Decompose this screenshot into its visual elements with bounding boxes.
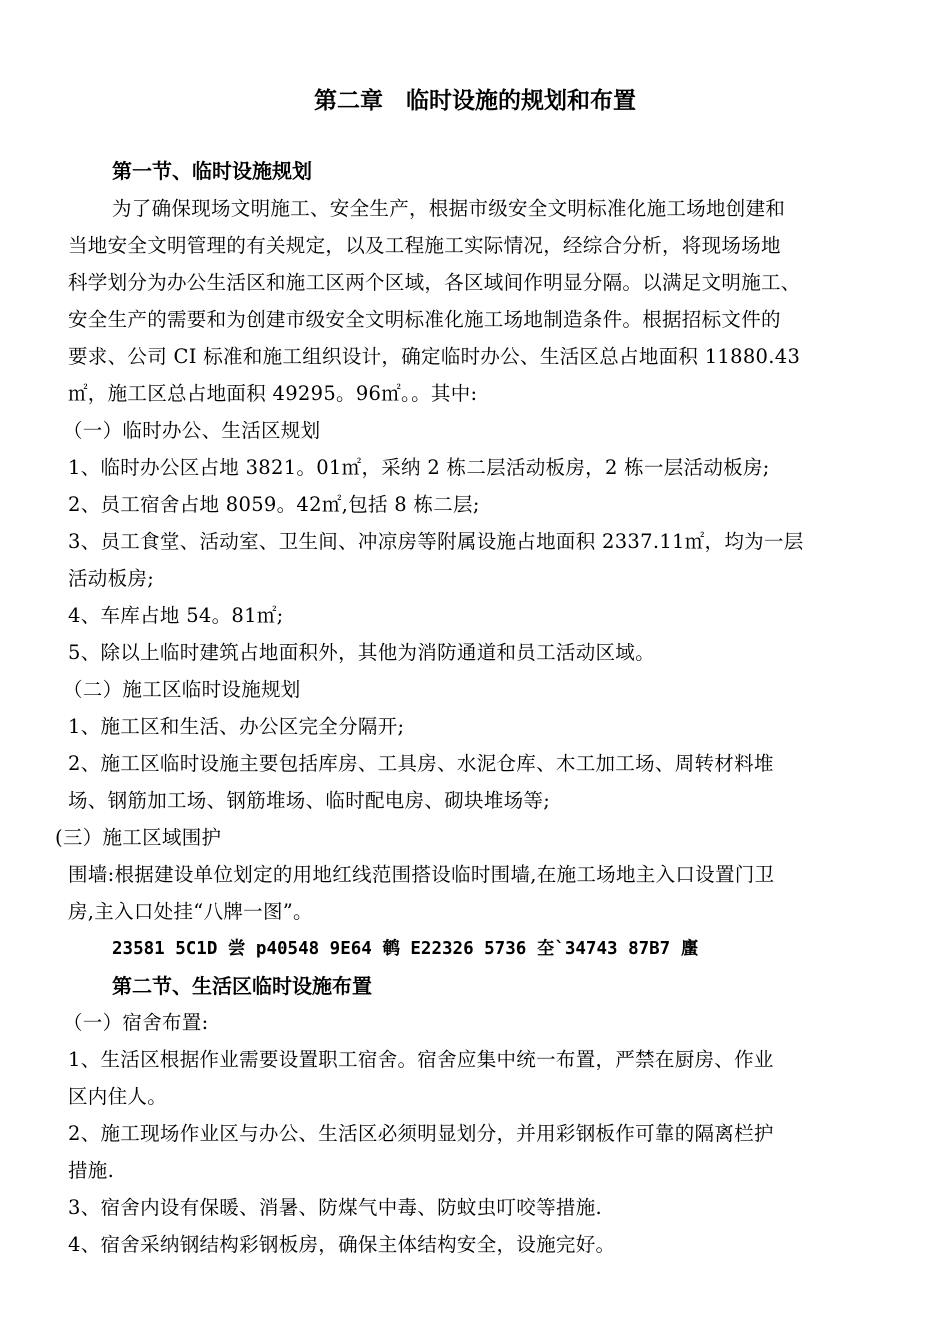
section2-heading: 第二节、生活区临时设施布置 — [112, 974, 372, 998]
intro-line-6: ㎡，施工区总占地面积 49295。96㎡。。其中: — [68, 382, 478, 405]
part2-item-2-cont: 场、钢筋加工场、钢筋堆场、临时配电房、砌块堆场等; — [68, 789, 551, 812]
part1-item-3-cont: 活动板房; — [68, 567, 155, 590]
part1-item-4: 4、车库占地 54。81㎡; — [68, 604, 284, 627]
intro-line-5: 要求、公司 CI 标准和施工组织设计，确定临时办公、生活区总占地面积 11880.43 — [68, 345, 801, 368]
garbled-code-line: 23581 5C1D 尝 p40548 9E64 鹌 E22326 5736 圶`34743 87B7 螷 — [112, 939, 699, 959]
part3-heading: (三）施工区域围护 — [55, 826, 222, 849]
chapter-title: 第二章 临时设施的规划和布置 — [314, 88, 636, 114]
dorm-item-4: 4、宿舍采纳钢结构彩钢板房，确保主体结构安全，设施完好。 — [68, 1233, 616, 1256]
part3-item-1-cont: 房,主入口处挂“八牌一图”。 — [68, 900, 313, 923]
part1-heading: （一）临时办公、生活区规划 — [63, 419, 321, 442]
part2-item-2: 2、施工区临时设施主要包括库房、工具房、水泥仓库、木工加工场、周转材料堆 — [68, 752, 774, 775]
dorm-item-1-cont: 区内住人。 — [68, 1085, 168, 1108]
dorm-item-1: 1、生活区根据作业需要设置职工宿舍。宿舍应集中统一布置，严禁在厨房、作业 — [68, 1048, 774, 1071]
dorm-item-2: 2、施工现场作业区与办公、生活区必须明显划分，并用彩钢板作可靠的隔离栏护 — [68, 1122, 774, 1145]
section1-heading: 第一节、临时设施规划 — [112, 159, 312, 183]
dorm-item-3: 3、宿舍内设有保暖、消暑、防煤气中毒、防蚊虫叮咬等措施. — [68, 1196, 603, 1219]
part2-heading: （二）施工区临时设施规划 — [63, 678, 301, 701]
dorm-item-2-cont: 措施. — [68, 1159, 115, 1182]
part1-item-3: 3、员工食堂、活动室、卫生间、冲凉房等附属设施占地面积 2337.11㎡，均为一层 — [68, 530, 804, 553]
intro-line-3: 科学划分为办公生活区和施工区两个区域，各区域间作明显分隔。以满足文明施工、 — [68, 271, 801, 294]
part1-item-1: 1、临时办公区占地 3821。01㎡，采纳 2 栋二层活动板房，2 栋一层活动板房; — [68, 456, 770, 479]
part3-item-1: 围墙:根据建设单位划定的用地红线范围搭设临时围墙,在施工场地主入口设置门卫 — [68, 863, 775, 886]
intro-line-1: 为了确保现场文明施工、安全生产，根据市级安全文明标准化施工场地创建和 — [112, 197, 786, 220]
part2-item-1: 1、施工区和生活、办公区完全分隔开; — [68, 715, 405, 738]
part1-item-5: 5、除以上临时建筑占地面积外，其他为消防通道和员工活动区域。 — [68, 641, 655, 664]
intro-line-4: 安全生产的需要和为创建市级安全文明标准化施工场地制造条件。根据招标文件的 — [68, 308, 781, 331]
intro-line-2: 当地安全文明管理的有关规定，以及工程施工实际情况，经综合分析，将现场场地 — [68, 234, 781, 257]
dorm-heading: （一）宿舍布置: — [63, 1011, 209, 1034]
part1-item-2: 2、员工宿舍占地 8059。42㎡,包括 8 栋二层; — [68, 493, 480, 516]
